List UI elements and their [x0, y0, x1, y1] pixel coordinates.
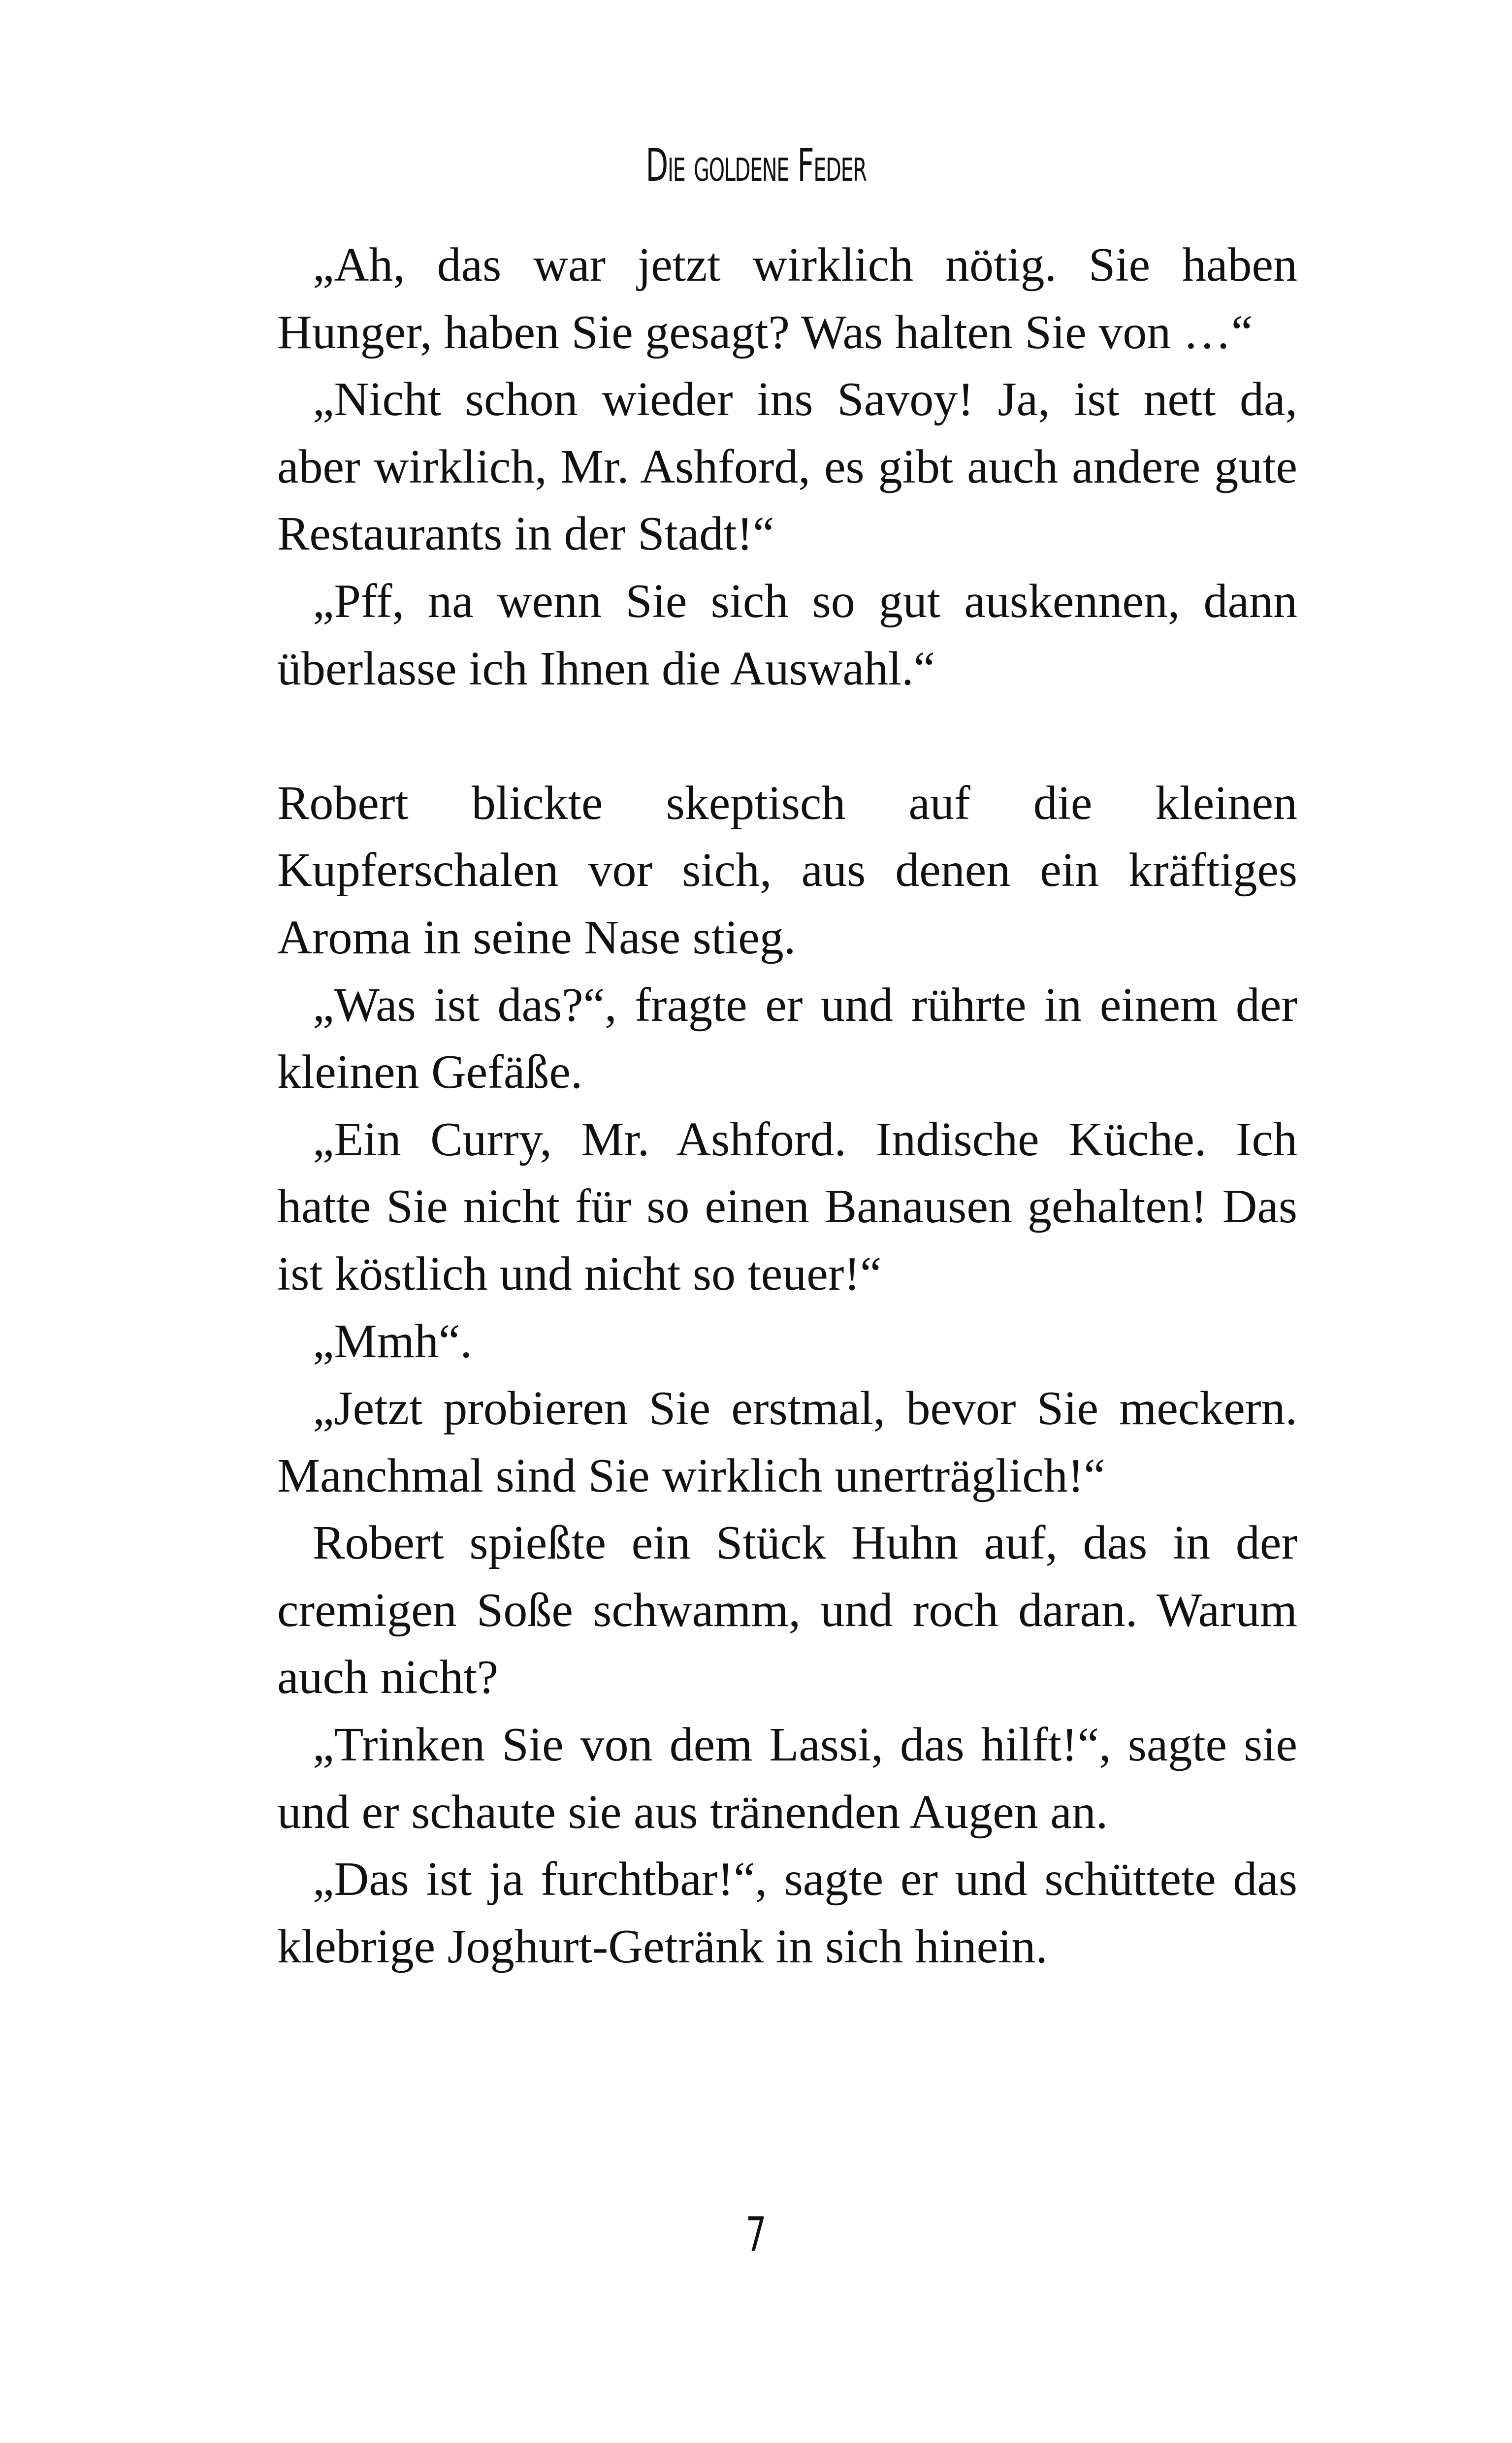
paragraph: „Pff, na wenn Sie sich so gut auskennen, dann überlasse ich Ihnen die Auswahl.“ [277, 574, 1297, 695]
paragraph: „Ein Curry, Mr. Ashford. Indische Küche. Ich hatte Sie nicht für so einen Banausen gehalten! Das ist köstlich und nicht so teuer!“ [277, 1112, 1297, 1301]
running-header: Die goldene Feder [645, 139, 867, 192]
paragraph: Robert blickte skeptisch auf die kleinen Kupferschalen vor sich, aus denen ein kräftiges Aroma in seine Nase stieg. [277, 776, 1297, 964]
paragraph: „Jetzt probieren Sie erstmal, bevor Sie meckern. Manchmal sind Sie wirklich unerträglich!“ [277, 1382, 1297, 1502]
section-break [277, 702, 1297, 770]
paragraph: „Was ist das?“, fragte er und rührte in einem der kleinen Gefäße. [277, 978, 1297, 1099]
page-number: 7 [745, 2207, 767, 2262]
paragraph: „Trinken Sie von dem Lassi, das hilft!“, sagte sie und er schaute sie aus tränenden Augen an. [277, 1718, 1297, 1839]
paragraph: „Nicht schon wieder ins Savoy! Ja, ist nett da, aber wirklich, Mr. Ashford, es gibt auch andere gute Restaurants in der Stadt!“ [277, 373, 1297, 561]
body-text [277, 231, 1297, 1980]
paragraph: „Das ist ja furchtbar!“, sagte er und schüttete das klebrige Joghurt-Getränk in sich hinein. [277, 1853, 1297, 1973]
paragraph: „Mmh“. [313, 1314, 472, 1368]
paragraph: „Ah, das war jetzt wirklich nötig. Sie haben Hunger, haben Sie gesagt? Was halten Sie von …“ [277, 238, 1297, 359]
paragraph: Robert spießte ein Stück Huhn auf, das in der cremigen Soße schwamm, und roch daran. Warum auch nicht? [277, 1516, 1297, 1704]
